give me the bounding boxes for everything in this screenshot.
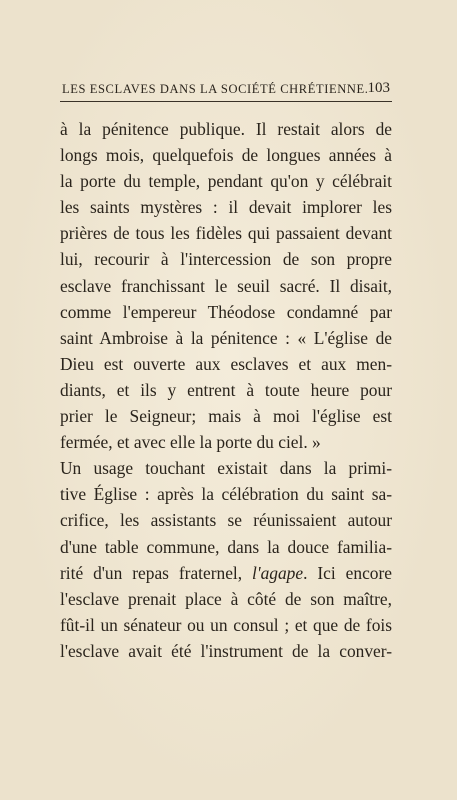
header-rule	[60, 101, 392, 102]
running-title: LES ESCLAVES DANS LA SOCIÉTÉ CHRÉTIENNE.	[62, 82, 369, 96]
paragraph-end-line: fermée, et avec elle la porte du ciel. »	[60, 432, 321, 453]
body-text	[60, 116, 392, 664]
text-line-with-italic	[60, 560, 392, 586]
text-line: longs mois, quelquefois de longues années à	[60, 145, 392, 166]
text-line: à la pénitence publique. Il restait alors de	[60, 119, 392, 139]
text-line: d'une table commune, dans la douce familia-	[60, 536, 392, 557]
text-line: Dieu est ouverte aux esclaves et aux men-	[60, 353, 392, 374]
text-line: saint Ambroise à la pénitence : « L'église de	[60, 327, 392, 348]
page-number: 103	[367, 80, 390, 96]
running-header	[60, 80, 390, 100]
text-line: comme l'empereur Théodose condamné par	[60, 301, 392, 322]
text-line: la porte du temple, pendant qu'on y célébrait	[60, 171, 392, 192]
text-line: diants, et ils y entrent à toute heure pour	[60, 379, 392, 400]
text-segment: . Ici encore	[303, 562, 392, 583]
text-line: prières de tous les fidèles qui passaient devant	[60, 223, 392, 244]
text-line: l'esclave prenait place à côté de son maître,	[60, 588, 392, 609]
text-line: fût-il un sénateur ou un consul ; et que de fois	[60, 614, 392, 635]
text-line: l'esclave avait été l'instrument de la conver-	[60, 640, 392, 661]
text-segment: rité d'un repas fraternel,	[60, 562, 253, 583]
italic-term: l'agape	[252, 562, 304, 583]
text-line: prier le Seigneur; mais à moi l'église est	[60, 406, 392, 427]
text-line: esclave franchissant le seuil sacré. Il disait,	[60, 275, 392, 296]
text-line: les saints mystères : il devait implorer les	[60, 197, 392, 218]
paragraph-start-line: Un usage touchant existait dans la primi-	[60, 458, 392, 479]
text-line: tive Église : après la célébration du saint sa-	[60, 484, 392, 505]
text-line: crifice, les assistants se réunissaient autour	[60, 510, 392, 531]
text-line: lui, recourir à l'intercession de son propre	[60, 249, 392, 270]
